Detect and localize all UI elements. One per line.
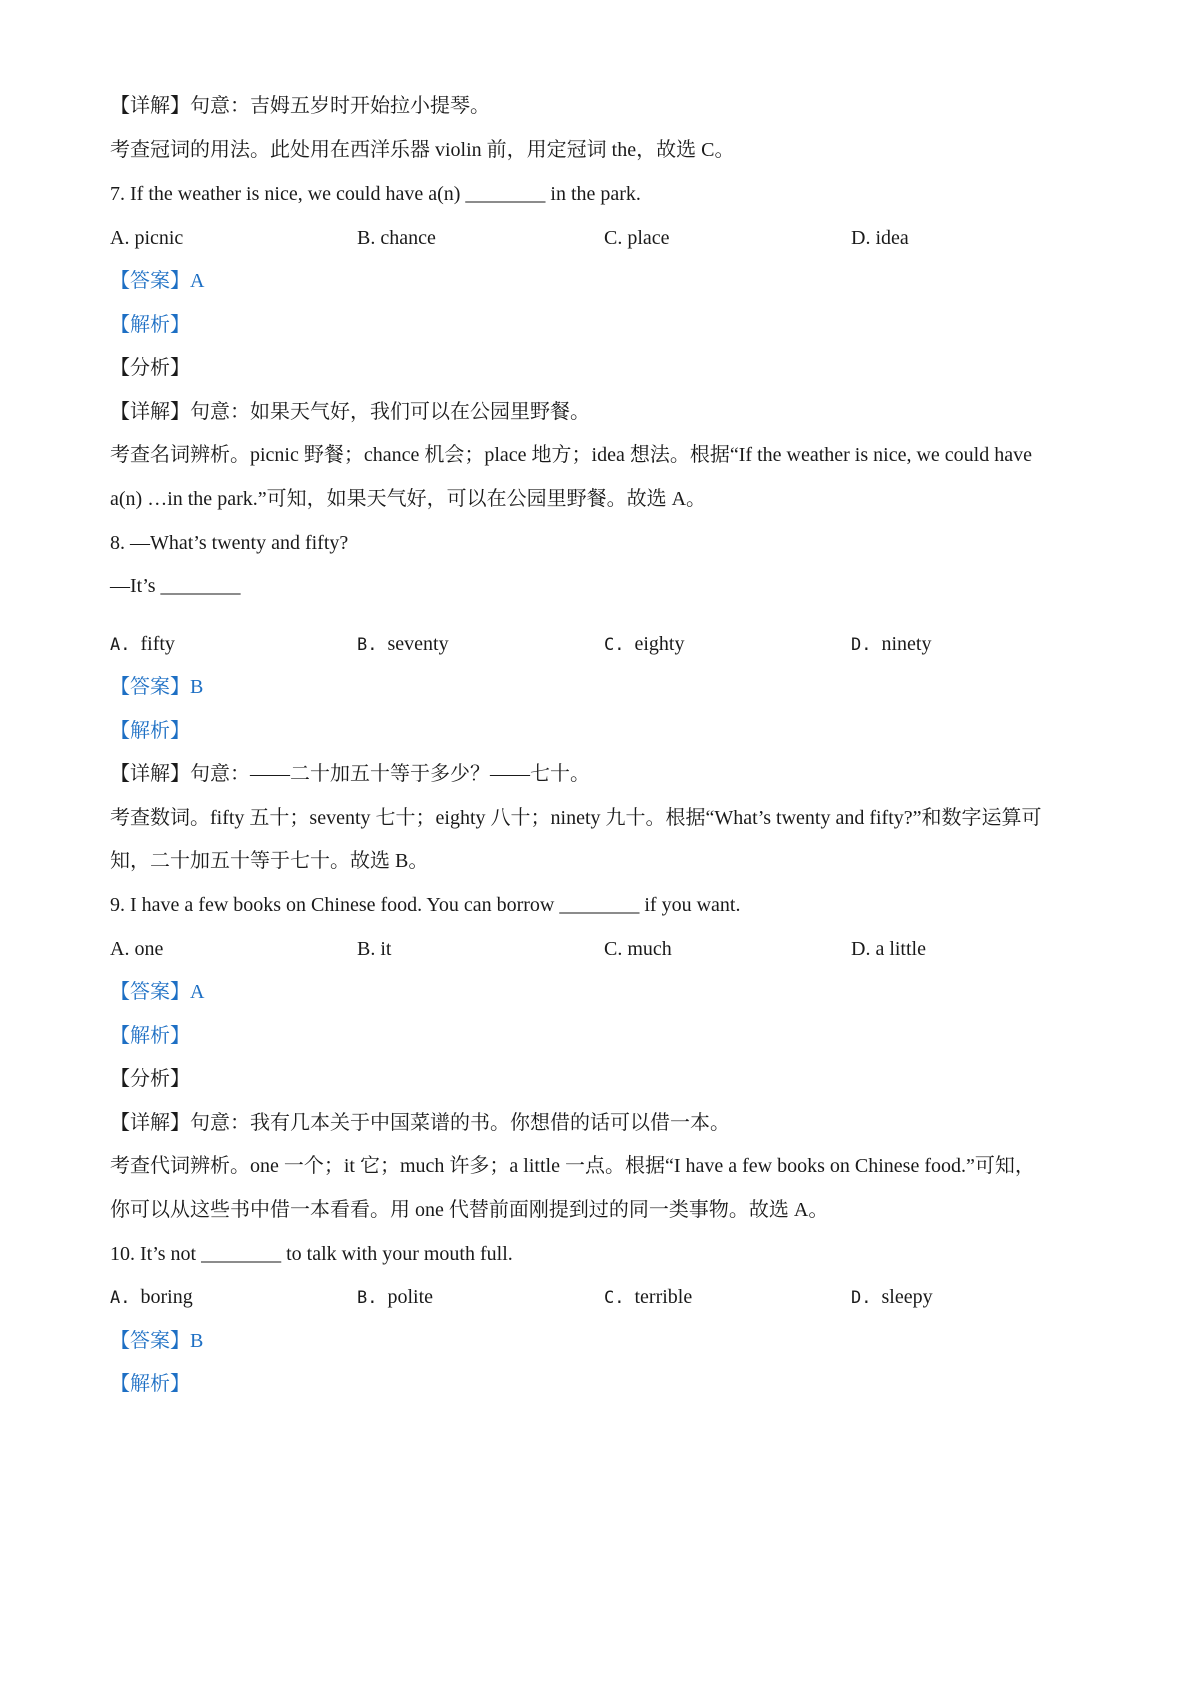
q6-detail: 【详解】句意：吉姆五岁时开始拉小提琴。 — [110, 95, 490, 117]
q10-analysis-label: 【解析】 — [110, 1373, 190, 1395]
question-7: 7. If the weather is nice, we could have a(n) ________ in the park. — [110, 183, 641, 205]
q10-answer: 【答案】B — [110, 1330, 204, 1352]
q7-option-b: B. chance — [357, 227, 436, 249]
q6-explanation: 考查冠词的用法。此处用在西洋乐器 violin 前，用定冠词 the，故选 C。 — [110, 139, 735, 161]
q8-detail: 【详解】句意：——二十加五十等于多少？——七十。 — [110, 763, 590, 785]
q7-explanation-2: a(n) …in the park.”可知，如果天气好，可以在公园里野餐。故选 A。 — [110, 488, 707, 510]
q7-explanation-1: 考查名词辨析。picnic 野餐；chance 机会；place 地方；idea 想法。根据“If the weather is nice, we could have — [110, 444, 1032, 466]
question-8: 8. —What’s twenty and fifty? — [110, 532, 349, 554]
q9-option-a: A. one — [110, 938, 164, 960]
q9-option-d: D. a little — [851, 938, 926, 960]
q8-option-d: D. ninety — [851, 633, 932, 655]
q7-answer: 【答案】A — [110, 270, 205, 292]
q9-explanation-2: 你可以从这些书中借一本看看。用 one 代替前面刚提到过的同一类事物。故选 A。 — [110, 1199, 829, 1221]
q8-option-b: B. seventy — [357, 633, 449, 655]
q10-option-c: C. terrible — [604, 1286, 693, 1308]
q7-analysis-label: 【解析】 — [110, 314, 190, 336]
q7-option-d: D. idea — [851, 227, 909, 249]
q7-option-a: A. picnic — [110, 227, 184, 249]
question-10: 10. It’s not ________ to talk with your mouth full. — [110, 1243, 513, 1265]
q10-option-d: D. sleepy — [851, 1286, 933, 1308]
question-8-reply: —It’s ________ — [110, 575, 241, 597]
q9-option-c: C. much — [604, 938, 672, 960]
q8-explanation-1: 考查数词。fifty 五十；seventy 七十；eighty 八十；ninety 九十。根据“What’s twenty and fifty?”和数字运算可 — [110, 807, 1042, 829]
q9-explanation-1: 考查代词辨析。one 一个；it 它；much 许多；a little 一点。根据“I have a few books on Chinese food.”可知， — [110, 1155, 1035, 1177]
q7-detail: 【详解】句意：如果天气好，我们可以在公园里野餐。 — [110, 401, 590, 423]
q9-option-b: B. it — [357, 938, 392, 960]
q8-explanation-2: 知，二十加五十等于七十。故选 B。 — [110, 850, 429, 872]
q7-option-c: C. place — [604, 227, 670, 249]
q9-detail: 【详解】句意：我有几本关于中国菜谱的书。你想借的话可以借一本。 — [110, 1112, 730, 1134]
q8-analysis-label: 【解析】 — [110, 720, 190, 742]
q8-option-a: A. fifty — [110, 633, 175, 655]
q9-analysis-label: 【解析】 — [110, 1025, 190, 1047]
question-9: 9. I have a few books on Chinese food. You can borrow ________ if you want. — [110, 894, 741, 916]
q10-option-a: A. boring — [110, 1286, 193, 1308]
q9-answer: 【答案】A — [110, 981, 205, 1003]
q7-analysis-sub: 【分析】 — [110, 357, 190, 379]
q9-analysis-sub: 【分析】 — [110, 1068, 190, 1090]
q8-answer: 【答案】B — [110, 676, 204, 698]
q10-option-b: B. polite — [357, 1286, 434, 1308]
q8-option-c: C. eighty — [604, 633, 685, 655]
